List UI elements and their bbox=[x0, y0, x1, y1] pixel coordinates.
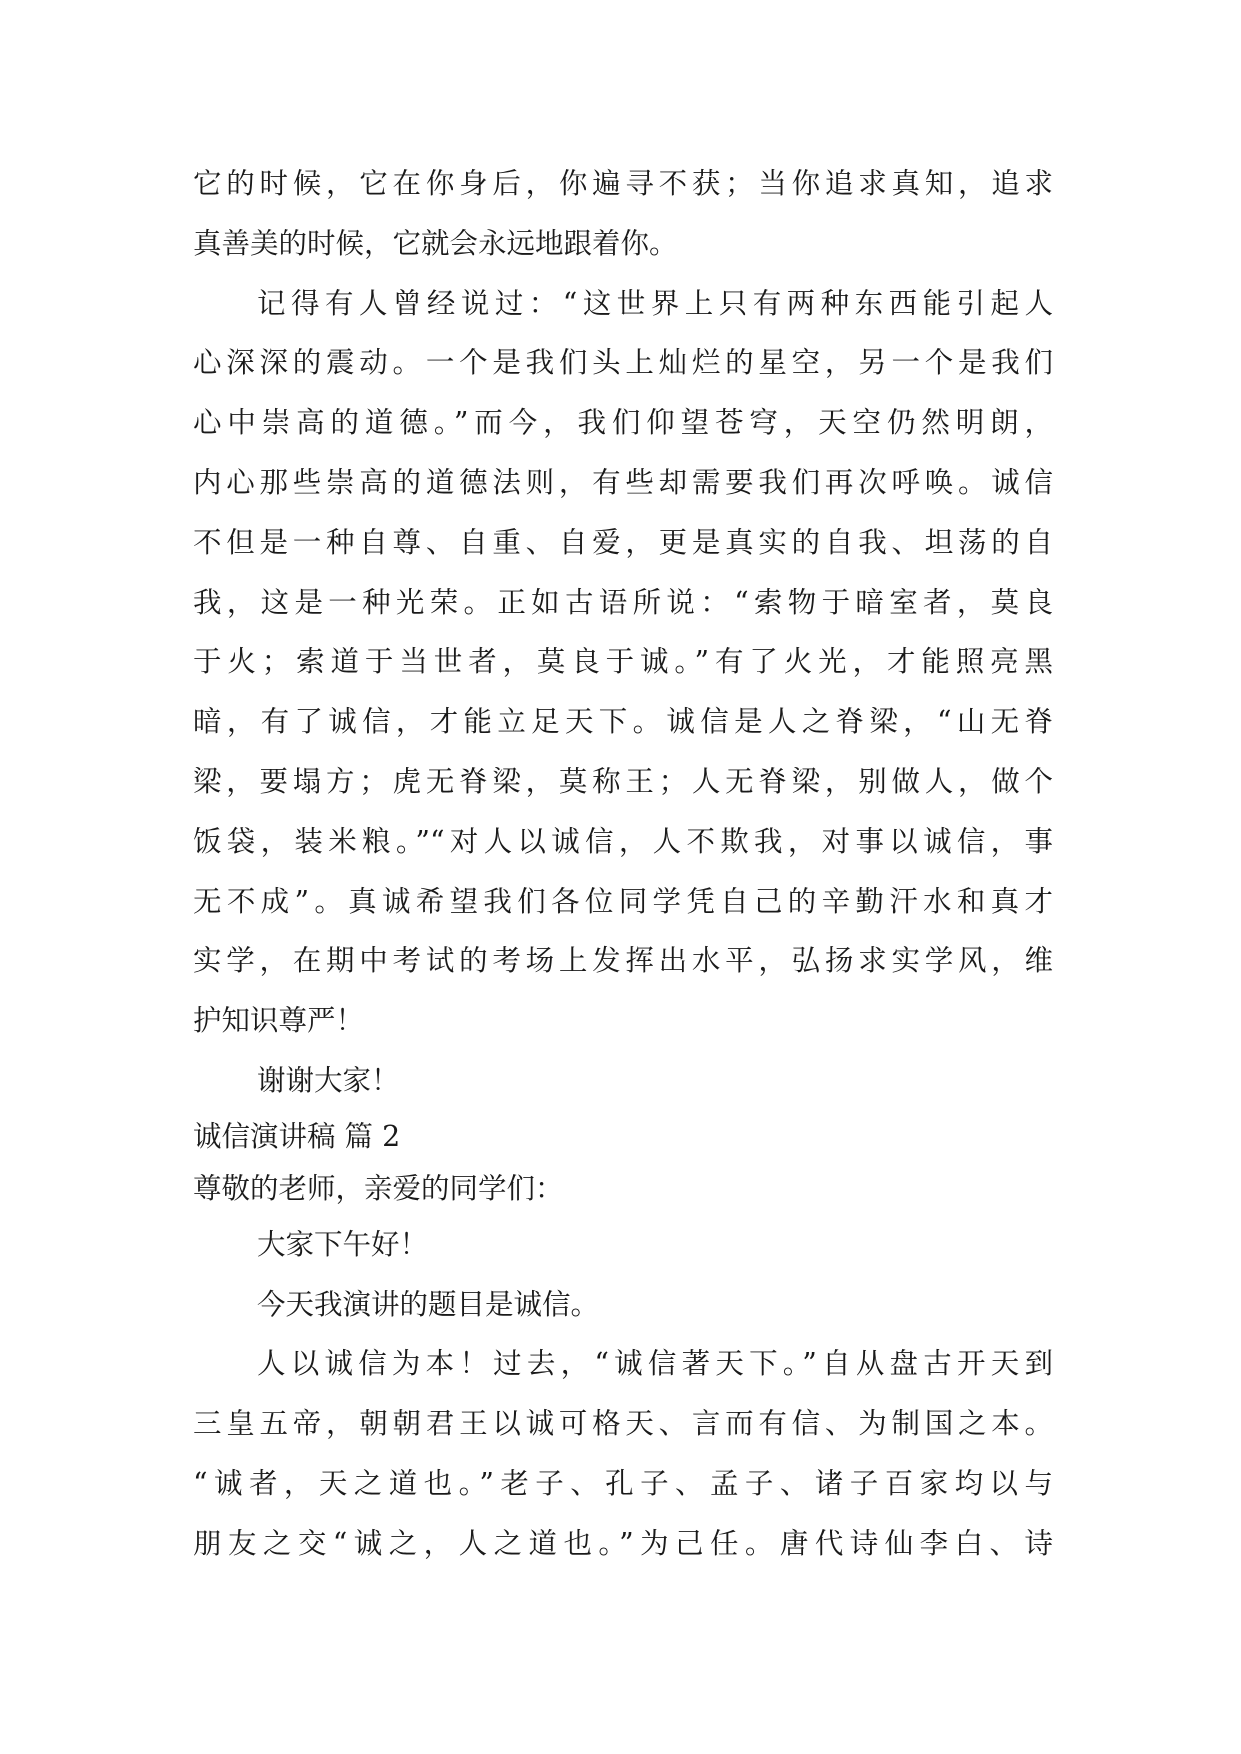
text-line: 护知识尊严！ bbox=[193, 1004, 365, 1038]
section-heading: 诚信演讲稿 篇 2 bbox=[193, 1119, 401, 1153]
text-line: 不但是一种自尊、自重、自爱，更是真实的自我、坦荡的自 bbox=[193, 525, 1053, 559]
paragraph-first-line: 人以诚信为本！过去，“诚信著天下。”自从盘古开天到 bbox=[257, 1347, 1053, 1381]
text-line: 朋友之交“诚之，人之道也。”为己任。唐代诗仙李白、诗 bbox=[193, 1526, 1053, 1560]
text-line: 心深深的震动。一个是我们头上灿烂的星空，另一个是我们 bbox=[193, 346, 1053, 380]
text-line: “诚者，天之道也。”老子、孔子、孟子、诸子百家均以与 bbox=[193, 1466, 1053, 1500]
text-line: 于火；索道于当世者，莫良于诚。”有了火光，才能照亮黑 bbox=[193, 645, 1053, 679]
text-line: 它的时候，它在你身后，你遍寻不获；当你追求真知，追求 bbox=[193, 167, 1053, 200]
topic-line: 今天我演讲的题目是诚信。 bbox=[257, 1287, 600, 1321]
text-line: 饭袋，装米粮。”“对人以诚信，人不欺我，对事以诚信，事 bbox=[193, 824, 1053, 858]
text-line: 梁，要塌方；虎无脊梁，莫称王；人无脊梁，别做人，做个 bbox=[193, 764, 1053, 798]
closing-line: 谢谢大家！ bbox=[257, 1063, 400, 1097]
text-line: 真善美的时候，它就会永远地跟着你。 bbox=[193, 226, 678, 260]
greeting-line: 大家下午好！ bbox=[257, 1227, 429, 1261]
salutation: 尊敬的老师，亲爱的同学们： bbox=[193, 1171, 564, 1205]
text-line: 三皇五帝，朝朝君王以诚可格天、言而有信、为制国之本。 bbox=[193, 1407, 1053, 1441]
text-line: 实学，在期中考试的考场上发挥出水平，弘扬求实学风，维 bbox=[193, 944, 1053, 978]
text-line: 暗，有了诚信，才能立足天下。诚信是人之脊梁，“山无脊 bbox=[193, 705, 1053, 739]
paragraph-first-line: 记得有人曾经说过：“这世界上只有两种东西能引起人 bbox=[257, 286, 1053, 320]
text-line: 心中崇高的道德。”而今，我们仰望苍穹，天空仍然明朗， bbox=[193, 406, 1053, 440]
document-body bbox=[193, 154, 1053, 1574]
text-line: 无不成”。真诚希望我们各位同学凭自己的辛勤汗水和真才 bbox=[193, 884, 1053, 918]
text-line: 内心那些崇高的道德法则，有些却需要我们再次呼唤。诚信 bbox=[193, 465, 1053, 499]
text-line: 我，这是一种光荣。正如古语所说：“索物于暗室者，莫良 bbox=[193, 585, 1053, 619]
